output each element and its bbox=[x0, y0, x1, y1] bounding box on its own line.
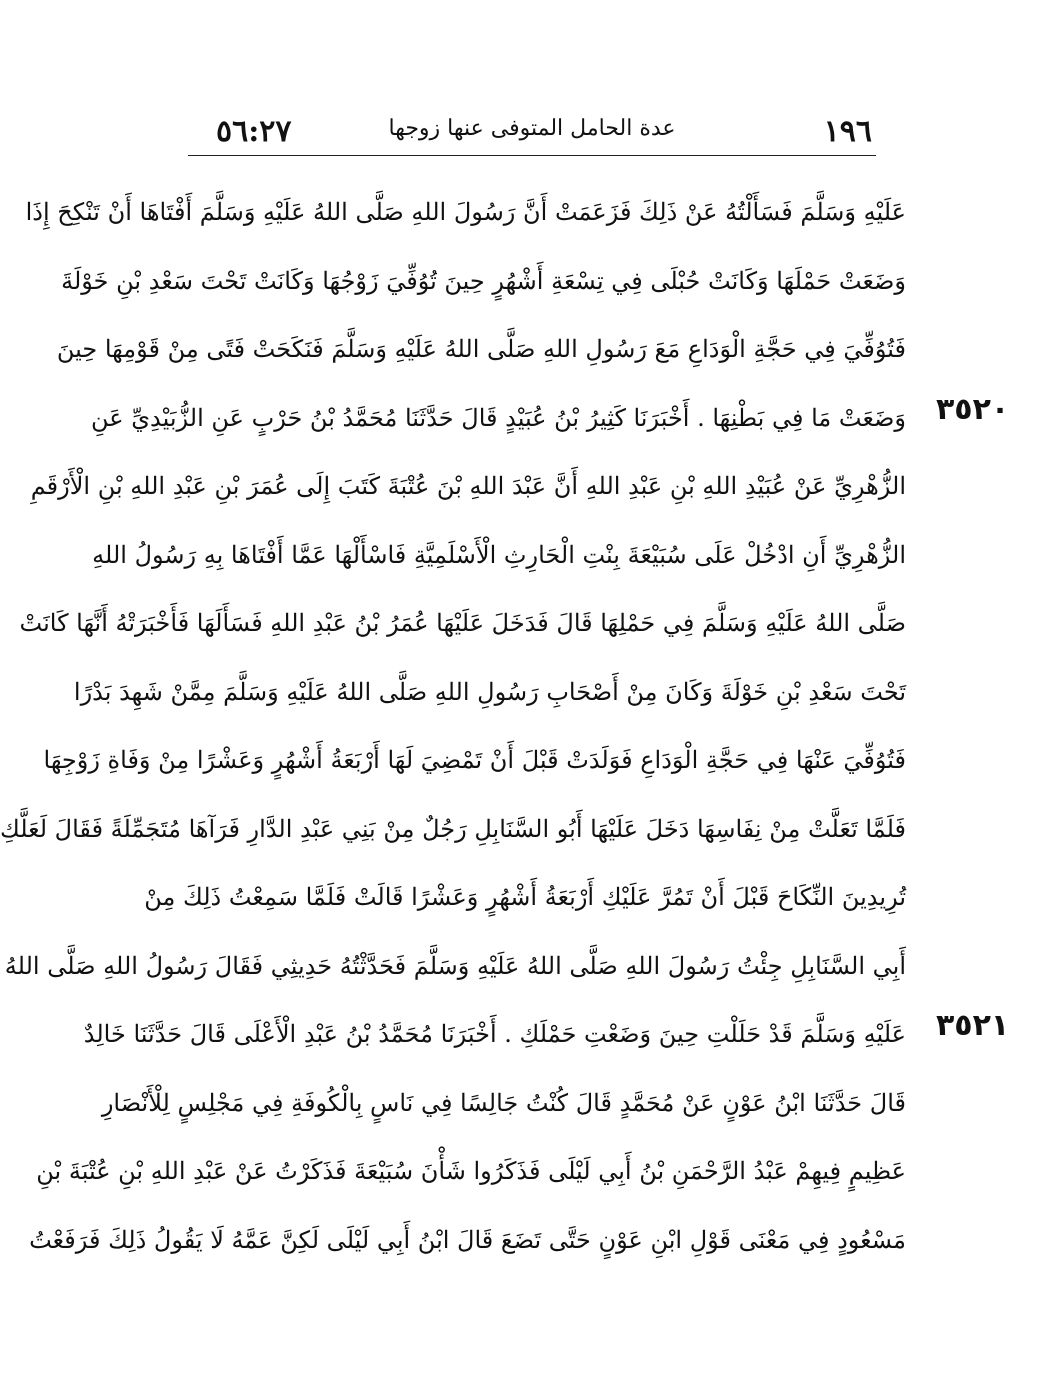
text-line: وَضَعَتْ مَا فِي بَطْنِهَا . أَخْبَرَنَا كَثِيرُ بْنُ عُبَيْدٍ قَالَ حَدَّثَنَا مُحَمَّدُ بْنُ حَرْبٍ عَنِ الزُّبَيْدِيِّ عَنِ bbox=[91, 403, 906, 432]
text-line: فَتُوُفِّيَ فِي حَجَّةِ الْوَدَاعِ مَعَ رَسُولِ اللهِ صَلَّى اللهُ عَلَيْهِ وَسَلَّمَ فَنَكَحَتْ فَتًى مِنْ قَوْمِهَا حِينَ bbox=[56, 335, 906, 363]
body-text bbox=[0, 178, 906, 1274]
text-line: تُرِيدِينَ النِّكَاحَ قَبْلَ أَنْ تَمُرَّ عَلَيْكِ أَرْبَعَةُ أَشْهُرٍ وَعَشْرًا قَالَتْ فَلَمَّا سَمِعْتُ ذَلِكَ مِنْ bbox=[144, 883, 906, 911]
hadith-number-3521: ٣٥٢١ bbox=[936, 1008, 1010, 1043]
text-line: الزُّهْرِيِّ عَنْ عُبَيْدِ اللهِ بْنِ عَبْدِ اللهِ أَنَّ عَبْدَ اللهِ بْنَ عُتْبَةَ كَتَبَ إِلَى عُمَرَ بْنِ عَبْدِ اللهِ بْنِ الْأَرْقَمِ bbox=[30, 472, 906, 500]
reference-number: ٥٦:٢٧ bbox=[216, 114, 292, 149]
header-divider bbox=[188, 155, 876, 156]
text-line: صَلَّى اللهُ عَلَيْهِ وَسَلَّمَ فِي حَمْلِهَا قَالَ فَدَخَلَ عَلَيْهَا عُمَرُ بْنُ عَبْدِ اللهِ فَسَأَلَهَا فَأَخْبَرَتْهُ أَنَّهَا كَانَتْ bbox=[19, 609, 906, 637]
text-line: تَحْتَ سَعْدِ بْنِ خَوْلَةَ وَكَانَ مِنْ أَصْحَابِ رَسُولِ اللهِ صَلَّى اللهُ عَلَيْهِ وَسَلَّمَ مِمَّنْ شَهِدَ بَدْرًا bbox=[73, 677, 906, 706]
text-line: أَبِي السَّنَابِلِ جِئْتُ رَسُولَ اللهِ صَلَّى اللهُ عَلَيْهِ وَسَلَّمَ فَحَدَّثْتُهُ حَدِيثِي فَقَالَ رَسُولُ اللهِ صَلَّى اللهُ bbox=[4, 951, 906, 980]
page-header bbox=[188, 108, 876, 158]
hadith-number-3520: ٣٥٢٠ bbox=[936, 392, 1010, 427]
text-line: قَالَ حَدَّثَنَا ابْنُ عَوْنٍ عَنْ مُحَمَّدٍ قَالَ كُنْتُ جَالِسًا فِي نَاسٍ بِالْكُوفَةِ فِي مَجْلِسٍ لِلْأَنْصَارِ bbox=[101, 1088, 906, 1117]
text-line: وَضَعَتْ حَمْلَهَا وَكَانَتْ حُبْلَى فِي تِسْعَةِ أَشْهُرٍ حِينَ تُوُفِّيَ زَوْجُهَا وَكَانَتْ تَحْتَ سَعْدِ بْنِ خَوْلَةَ bbox=[61, 266, 906, 295]
text-line: فَتُوُفِّيَ عَنْهَا فِي حَجَّةِ الْوَدَاعِ فَوَلَدَتْ قَبْلَ أَنْ تَمْضِيَ لَهَا أَرْبَعَةُ أَشْهُرٍ وَعَشْرًا مِنْ وَفَاةِ زَوْجِهَا bbox=[43, 746, 906, 774]
running-title: عدة الحامل المتوفى عنها زوجها bbox=[388, 116, 676, 141]
page-number: ١٩٦ bbox=[823, 114, 872, 149]
text-line: عَظِيمٍ فِيهِمْ عَبْدُ الرَّحْمَنِ بْنُ أَبِي لَيْلَى فَذَكَرُوا شَأْنَ سُبَيْعَةَ فَذَكَرْتُ عَنْ عَبْدِ اللهِ بْنِ عُتْبَةَ بْنِ bbox=[36, 1157, 906, 1185]
text-line: مَسْعُودٍ فِي مَعْنَى قَوْلِ ابْنِ عَوْنٍ حَتَّى تَضَعَ قَالَ ابْنُ أَبِي لَيْلَى لَكِنَّ عَمَّهُ لَا يَقُولُ ذَلِكَ فَرَفَعْتُ bbox=[29, 1225, 906, 1254]
text-line: عَلَيْهِ وَسَلَّمَ قَدْ حَلَلْتِ حِينَ وَضَعْتِ حَمْلَكِ . أَخْبَرَنَا مُحَمَّدُ بْنُ عَبْدِ الْأَعْلَى قَالَ حَدَّثَنَا خَالِدٌ bbox=[83, 1020, 906, 1048]
text-line: الزُّهْرِيِّ أَنِ ادْخُلْ عَلَى سُبَيْعَةَ بِنْتِ الْحَارِثِ الْأَسْلَمِيَّةِ فَاسْأَلْهَا عَمَّا أَفْتَاهَا بِهِ رَسُولُ اللهِ bbox=[92, 540, 906, 569]
text-line: عَلَيْهِ وَسَلَّمَ فَسَأَلْتُهُ عَنْ ذَلِكَ فَزَعَمَتْ أَنَّ رَسُولَ اللهِ صَلَّى اللهُ عَلَيْهِ وَسَلَّمَ أَفْتَاهَا أَنْ تَنْكِحَ إِذَا bbox=[25, 198, 906, 226]
text-line: فَلَمَّا تَعَلَّتْ مِنْ نِفَاسِهَا دَخَلَ عَلَيْهَا أَبُو السَّنَابِلِ رَجُلٌ مِنْ بَنِي عَبْدِ الدَّارِ فَرَآهَا مُتَجَمِّلَةً فَقَالَ لَعَلَّكِ bbox=[0, 814, 906, 843]
